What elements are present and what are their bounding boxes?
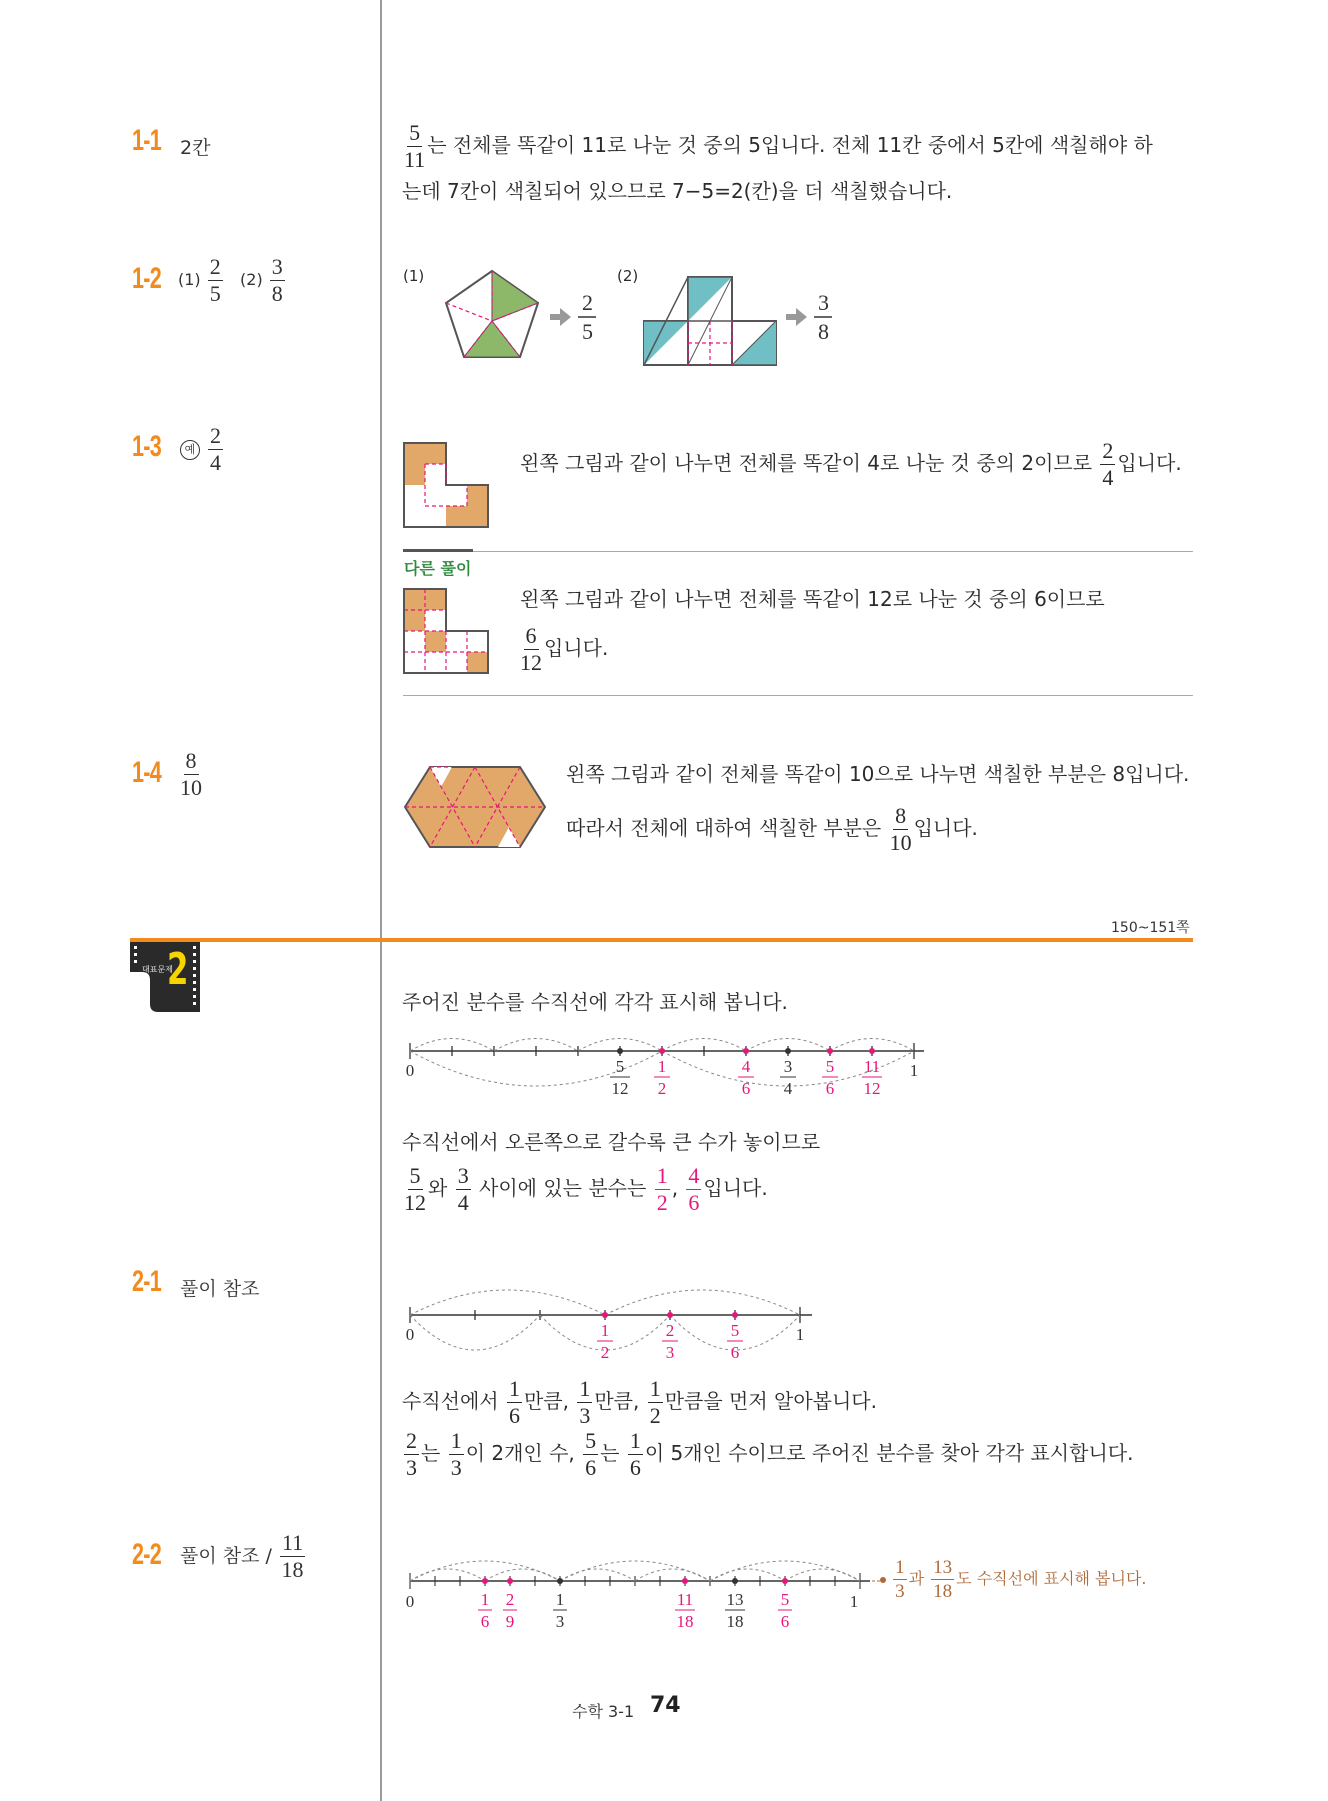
problem-number: 2-2 <box>132 1538 162 1571</box>
svg-text:0: 0 <box>405 1325 415 1344</box>
answer: (1) $\frac{2}{5}$ (2) $\frac{3}{8}$ <box>178 254 283 306</box>
problem-number: 1-2 <box>132 262 162 295</box>
svg-text:1: 1 <box>849 1592 859 1611</box>
alt-explanation-line2: $\frac{6}{12}$ 입니다. <box>520 623 609 675</box>
explanation: 왼쪽 그림과 같이 나누면 전체를 똑같이 4로 나눈 것 중의 2이므로 $\frac{2}{4}$ 입니다. <box>520 438 1182 490</box>
svg-text:2: 2 <box>505 1590 515 1609</box>
section2-line1: 수직선에서 오른쪽으로 갈수록 큰 수가 놓이므로 <box>402 1130 821 1154</box>
svg-text:18: 18 <box>726 1612 744 1631</box>
section2-intro: 주어진 분수를 수직선에 각각 표시해 봅니다. <box>402 990 788 1014</box>
svg-text:3: 3 <box>555 1612 565 1631</box>
svg-text:2: 2 <box>582 290 593 315</box>
svg-text:3: 3 <box>783 1057 793 1076</box>
svg-text:18: 18 <box>676 1612 694 1631</box>
footer-book: 수학 3-1 <box>572 1702 635 1721</box>
answer: 2칸 <box>180 137 211 159</box>
svg-text:1: 1 <box>909 1061 919 1080</box>
svg-text:6: 6 <box>825 1079 835 1098</box>
problem-number: 1-4 <box>132 756 162 789</box>
svg-text:8: 8 <box>818 319 829 344</box>
svg-text:6: 6 <box>741 1079 751 1098</box>
svg-text:2: 2 <box>600 1343 610 1362</box>
alt-solution-title: 다른 풀이 <box>404 559 472 578</box>
problem-number: 2-1 <box>132 1265 162 1298</box>
svg-text:9: 9 <box>505 1612 515 1631</box>
svg-text:12: 12 <box>863 1079 881 1098</box>
svg-text:6: 6 <box>780 1612 790 1631</box>
hexagon-figure <box>400 765 550 850</box>
svg-text:11: 11 <box>676 1590 694 1609</box>
badge-label: 대표문제 <box>142 965 173 974</box>
answer: 풀이 참조 / $\frac{11}{18}$ <box>180 1530 304 1582</box>
example-mark: 예 <box>180 440 200 460</box>
l-shape-figure <box>403 442 493 532</box>
svg-text:5: 5 <box>730 1321 740 1340</box>
answer: 예 $\frac{2}{4}$ <box>180 425 225 474</box>
figure-label: (1) <box>403 267 425 285</box>
fraction: $\frac{5}{11}$ <box>404 120 426 172</box>
svg-text:3: 3 <box>665 1343 675 1362</box>
svg-text:6: 6 <box>730 1343 740 1362</box>
explanation-line2: 따라서 전체에 대하여 색칠한 부분은 $\frac{8}{10}$ 입니다. <box>566 803 978 855</box>
svg-text:3: 3 <box>818 290 829 315</box>
note-text: $\frac{1}{3}$ 과 $\frac{13}{18}$ 도 수직선에 표시해 봅니다. <box>880 1558 1147 1601</box>
answer: $\frac{8}{10}$ <box>180 748 202 800</box>
number-line-twelfths <box>402 1026 942 1106</box>
page-number: 74 <box>650 1693 681 1718</box>
svg-text:4: 4 <box>741 1057 751 1076</box>
section-badge <box>130 942 202 1014</box>
section-rule <box>130 938 1193 942</box>
explanation-line2: 는데 7칸이 색칠되어 있으므로 7−5=2(칸)을 더 색칠했습니다. <box>402 179 953 203</box>
svg-text:1: 1 <box>657 1057 667 1076</box>
svg-text:1: 1 <box>480 1590 490 1609</box>
svg-text:2: 2 <box>657 1079 667 1098</box>
problem-number: 1-3 <box>132 430 162 463</box>
svg-text:13: 13 <box>726 1590 744 1609</box>
svg-text:11: 11 <box>863 1057 881 1076</box>
svg-text:1: 1 <box>555 1590 565 1609</box>
svg-text:5: 5 <box>780 1590 790 1609</box>
answer: 풀이 참조 <box>180 1278 260 1300</box>
svg-text:2: 2 <box>665 1321 675 1340</box>
figure-label: (2) <box>617 267 639 285</box>
explanation-line1: 왼쪽 그림과 같이 전체를 똑같이 10으로 나누면 색칠한 부분은 8입니다. <box>566 762 1190 786</box>
badge-number: 2 <box>167 944 189 995</box>
page-range: 150~151쪽 <box>1111 920 1190 936</box>
svg-text:4: 4 <box>783 1079 793 1098</box>
svg-text:0: 0 <box>405 1061 415 1080</box>
alt-explanation: 왼쪽 그림과 같이 나누면 전체를 똑같이 12로 나눈 것 중의 6이므로 <box>520 587 1105 611</box>
svg-text:5: 5 <box>582 319 593 344</box>
number-line-eighteenths <box>402 1545 882 1640</box>
svg-text:5: 5 <box>825 1057 835 1076</box>
figure-pentagon-and-shape <box>420 265 840 375</box>
svg-text:5: 5 <box>615 1057 625 1076</box>
column-divider <box>380 0 382 1801</box>
number-line-sixths <box>402 1270 822 1370</box>
explanation-line2: $\frac{2}{3}$ 는 $\frac{1}{3}$ 이 2개인 수, $\frac{5}{6}$ 는 $\frac{1}{6}$ 이 5개인 수이므로 주어진 분수를 찾아 각각 표시합니다. <box>406 1428 1134 1480</box>
svg-text:12: 12 <box>611 1079 629 1098</box>
l-shape-figure-12 <box>403 588 493 678</box>
problem-number: 1-1 <box>132 124 162 157</box>
explanation: $\frac{5}{11}$ 는 전체를 똑같이 11로 나눈 것 중의 5입니다. 전체 11칸 중에서 5칸에 색칠해야 하 <box>404 120 1153 172</box>
svg-text:1: 1 <box>600 1321 610 1340</box>
section2-line2: $\frac{5}{12}$ 와 $\frac{3}{4}$ 사이에 있는 분수는 $\frac{1}{2}$ , $\frac{4}{6}$ 입니다. <box>404 1163 768 1215</box>
explanation-line1: 수직선에서 $\frac{1}{6}$ 만큼, $\frac{1}{3}$ 만큼, $\frac{1}{2}$ 만큼을 먼저 알아봅니다. <box>402 1376 877 1428</box>
svg-text:0: 0 <box>405 1592 415 1611</box>
svg-text:6: 6 <box>480 1612 490 1631</box>
svg-text:1: 1 <box>795 1325 805 1344</box>
